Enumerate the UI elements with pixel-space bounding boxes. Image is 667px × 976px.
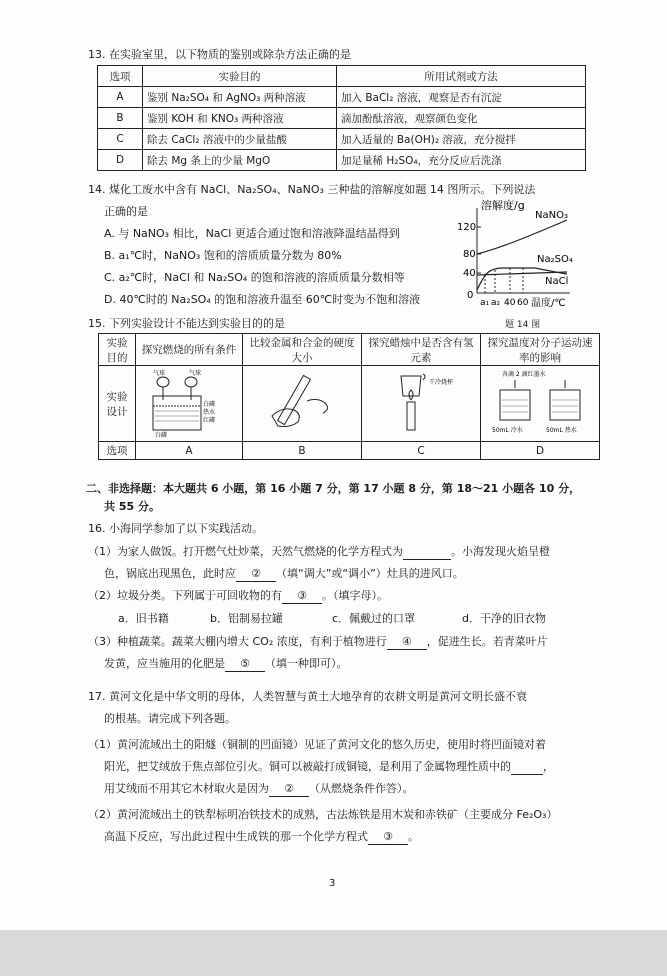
section-heading: 二、非选择题：本大题共 6 小题，第 16 小题 7 分，第 17 小题 8 分，第 18～21 小题各 10 分，	[86, 482, 581, 495]
graph-caption: 题 14 图	[505, 320, 541, 330]
table-row	[98, 129, 586, 150]
table-cell: B	[98, 108, 143, 129]
table-row	[99, 442, 600, 460]
table-row	[99, 334, 600, 366]
table-header: 实验目的	[143, 66, 337, 87]
table-cell: B	[243, 442, 362, 460]
svg-text:白磷: 白磷	[155, 432, 168, 438]
table-header: 实验设计	[99, 366, 136, 442]
table-header: 实验目的	[99, 334, 136, 366]
table-cell: 探究燃烧的所有条件	[136, 334, 243, 366]
svg-text:红磷: 红磷	[203, 417, 216, 424]
section-heading-2: 共 55 分。	[104, 500, 160, 513]
svg-text:热水: 热水	[203, 409, 216, 416]
graph-ylabel: 溶解度/g	[481, 199, 525, 212]
fig-c-cell	[362, 366, 481, 442]
series-label: Na₂SO₄	[537, 254, 573, 265]
q14-option-c: C. a₂℃时，NaCl 和 Na₂SO₄ 的饱和溶液的溶质质量分数相等	[104, 271, 405, 284]
table-cell: 加足量稀 H₂SO₄，充分反应后洗涤	[337, 150, 586, 171]
answer-blank: ③	[282, 589, 322, 604]
table-header: 选项	[98, 66, 143, 87]
series-nano3	[477, 220, 567, 254]
table-cell: 加入 BaCl₂ 溶液，观察是否有沉淀	[337, 87, 586, 108]
q16-choice-b: b．铝制易拉罐	[210, 612, 283, 625]
table-header: 选项	[99, 442, 136, 460]
answer-blank: ③	[368, 830, 408, 845]
q16-part2: （2）垃圾分类。下列属于可回收物的有 ③ 。（填字母）。	[88, 589, 388, 602]
q16-choice-a: a．旧书籍	[118, 612, 169, 625]
q16-part3: （3）种植蔬菜。蔬菜大棚内增大 CO₂ 浓度，有利于植物进行 ④ ，促进生长。若青菜叶片	[88, 635, 548, 648]
table-row	[99, 366, 600, 442]
xtick: a₂	[491, 298, 501, 308]
table-cell: 探究温度对分子运动速率的影响	[481, 334, 600, 366]
svg-text:50mL 热水: 50mL 热水	[546, 427, 577, 434]
q16-part1: （1）为家人做饭。打开燃气灶炒菜，天然气燃烧的化学方程式为 。小海发现火焰呈橙	[88, 545, 550, 558]
q17-part1: （1）黄河流域出土的阳燧（铜制的凹面镜）见证了黄河文化的悠久历史，使用时将凹面镜对着	[88, 738, 546, 751]
answer-blank	[403, 545, 451, 560]
table-cell: A	[136, 442, 243, 460]
fig-a-cell	[136, 366, 243, 442]
q14-stem: 14. 煤化工废水中含有 NaCl、Na₂SO₄、NaNO₃ 三种盐的溶解度如题 14 图所示。下列说法	[88, 183, 536, 196]
table-cell: A	[98, 87, 143, 108]
ytick: 80	[463, 249, 476, 260]
q16-part3-cont: 发黄，应当施用的化肥是 ⑤ （填一种即可）。	[104, 657, 348, 670]
q16-choice-c: c．佩戴过的口罩	[332, 612, 416, 625]
svg-text:干冷烧杯: 干冷烧杯	[429, 379, 454, 386]
table-row	[98, 108, 586, 129]
q15-table	[98, 333, 600, 460]
svg-text:各滴 2 滴红墨水: 各滴 2 滴红墨水	[502, 371, 546, 378]
table-cell: 除去 CaCl₂ 溶液中的少量盐酸	[143, 129, 337, 150]
answer-blank: ⑤	[225, 657, 265, 672]
fig-d-cell	[481, 366, 600, 442]
answer-blank	[511, 760, 543, 775]
q17-part1-cont: 阳光，把艾绒放于焦点部位引火。铜可以被敲打成铜镜，是利用了金属物理性质中的 ，	[104, 760, 554, 773]
series-label: NaNO₃	[535, 210, 568, 221]
xtick: 40	[504, 298, 516, 308]
table-header: 所用试剂或方法	[337, 66, 586, 87]
bottom-band	[0, 930, 667, 976]
ytick: 40	[463, 268, 476, 279]
svg-text:气球: 气球	[189, 370, 202, 377]
table-cell: 鉴别 KOH 和 KNO₃ 两种溶液	[143, 108, 337, 129]
q14-stem-2: 正确的是	[104, 205, 148, 218]
q16-stem: 16. 小海同学参加了以下实践活动。	[88, 522, 263, 535]
q17-part2: （2）黄河流域出土的铁犁标明冶铁技术的成熟，古法炼铁是用木炭和赤铁矿（主要成分 Fe₂O₃）	[88, 808, 558, 821]
fig-b-cell	[243, 366, 362, 442]
table-row	[98, 66, 586, 87]
table-cell: D	[481, 442, 600, 460]
answer-blank: ④	[387, 635, 427, 650]
svg-text:50mL 冷水: 50mL 冷水	[492, 427, 523, 434]
table-cell: 滴加酚酞溶液，观察颜色变化	[337, 108, 586, 129]
table-cell: 比较金属和合金的硬度大小	[243, 334, 362, 366]
q17-stem: 17. 黄河文化是中华文明的母体，人类智慧与黄土大地孕育的农耕文明是黄河文明长盛不衰	[88, 690, 527, 703]
table-cell: 除去 Mg 条上的少量 MgO	[143, 150, 337, 171]
q13-stem: 13. 在实验室里，以下物质的鉴别或除杂方法正确的是	[88, 48, 351, 61]
table-cell: 鉴别 Na₂SO₄ 和 AgNO₃ 两种溶液	[143, 87, 337, 108]
q14-option-d: D. 40℃时的 Na₂SO₄ 的饱和溶液升温至 60℃时变为不饱和溶液	[104, 293, 421, 306]
table-cell: C	[362, 442, 481, 460]
q14-option-b: B. a₁℃时，NaNO₃ 饱和的溶质质量分数为 80%	[104, 249, 342, 262]
q14-option-a: A. 与 NaNO₃ 相比，NaCl 更适合通过饱和溶液降温结晶得到	[104, 227, 400, 240]
table-cell: 探究蜡烛中是否含有氢元素	[362, 334, 481, 366]
answer-blank: ②	[236, 567, 276, 582]
ytick: 0	[467, 290, 474, 301]
page-number: 3	[329, 878, 336, 889]
q17-stem-2: 的根基。请完成下列各题。	[104, 712, 236, 725]
figure-d	[488, 366, 592, 438]
figure-c	[371, 366, 471, 438]
q16-choice-d: d．干净的旧衣物	[462, 612, 546, 625]
svg-text:白磷: 白磷	[203, 401, 216, 408]
table-row	[98, 150, 586, 171]
q17-part2-cont: 高温下反应，写出此过程中生成铁的那一个化学方程式 ③ 。	[104, 830, 419, 843]
table-cell: C	[98, 129, 143, 150]
series-nacl	[477, 272, 567, 275]
series-label: NaCl	[545, 276, 569, 287]
solubility-graph	[455, 198, 575, 313]
table-cell: D	[98, 150, 143, 171]
table-row	[98, 87, 586, 108]
graph-xlabel: 温度/℃	[531, 298, 566, 309]
table-cell: 加入适量的 Ba(OH)₂ 溶液，充分搅拌	[337, 129, 586, 150]
xtick: 60	[517, 298, 529, 308]
q16-part1-cont: 色，锅底出现黑色，此时应 ② （填“调大”或“调小”）灶具的进风口。	[104, 567, 464, 580]
figure-a	[141, 366, 237, 438]
svg-text:气球: 气球	[153, 370, 166, 377]
q17-part1-cont2: 用艾绒而不用其它木材取火是因为 ② （从燃烧条件作答）。	[104, 782, 414, 795]
xtick: a₁	[480, 298, 490, 308]
ytick: 120	[457, 222, 477, 233]
q15-stem: 15. 下列实验设计不能达到实验目的的是	[88, 317, 285, 330]
answer-blank: ②	[269, 782, 309, 797]
figure-b	[252, 366, 352, 438]
q13-table	[97, 65, 586, 171]
